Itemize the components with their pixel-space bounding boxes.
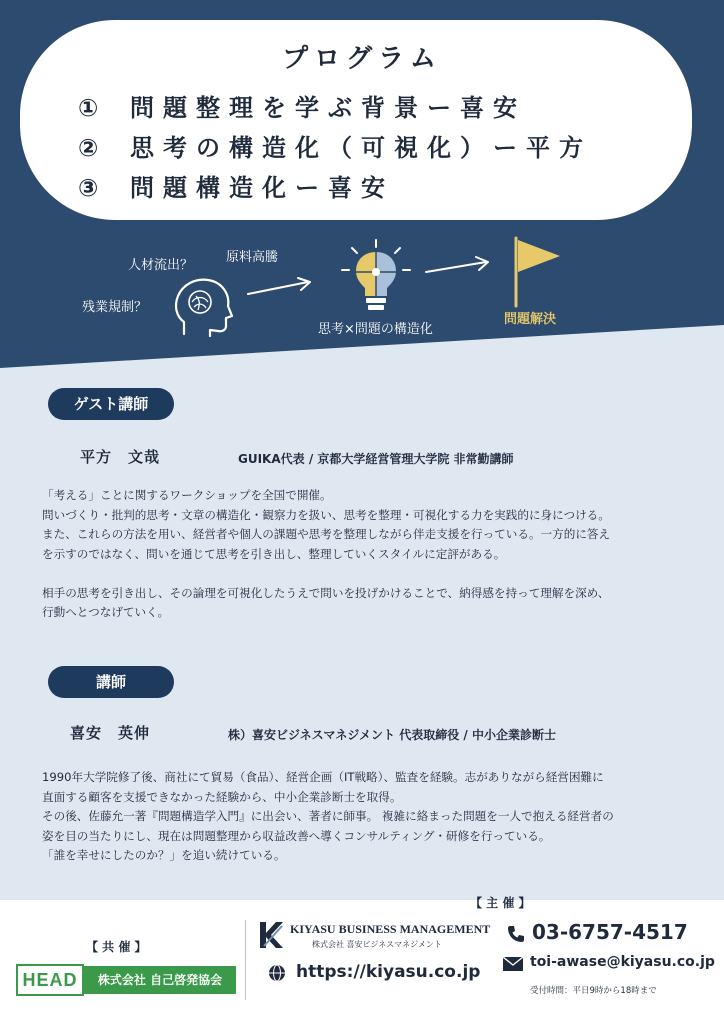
guest-lecturer-badge: ゲスト講師 [48,388,174,420]
program-item-number: ① [78,94,99,122]
bio-line: 「誰を幸せにしたのか？」を追い続けている。 [42,848,286,862]
mail-icon [502,956,524,972]
flow-label-material-cost: 原料高騰 [226,250,279,265]
host-logo-english: KIYASU BUSINESS MANAGEMENT [290,922,491,936]
flag-icon [508,234,564,308]
brain-head-icon [170,272,240,342]
email-address[interactable]: toi-awase@kiyasu.co.jp [530,954,715,970]
program-item-text: 問題整理を学ぶ背景ー喜安 [130,94,526,122]
flow-label-talent-outflow: 人材流出？ [128,258,194,273]
reception-hours: 受付時間：平日9時から18時まで [530,986,657,996]
program-item-3 [78,168,394,203]
phone-icon [506,924,526,944]
host-logo-mark [256,920,286,950]
footer-divider [245,920,246,1000]
bio-line: また、これらの方法を用い、経営者や個人の課題や思考を整理しながら伴走支援を行っている。一方的に答え [42,527,611,541]
lecturer-badge: 講師 [48,666,174,698]
cohost-logo: HEAD [16,964,84,996]
program-item-number: ② [78,134,99,162]
program-item-text: 問題構造化ー喜安 [130,174,394,202]
host-logo-japanese: 株式会社 喜安ビジネスマネジメント [312,940,442,949]
flow-label-overtime-regulation: 残業規制？ [82,300,148,315]
cohost-name: 株式会社 自己啓発協会 [84,966,236,994]
bio-line: を示すのではなく、問いを通じて思考を引き出し、整理していくスタイルに定評がある。 [42,546,506,561]
host-label: 【 主 催 】 [470,896,531,910]
bio-line: 相手の思考を引き出し、その論理を可視化したうえで問いを投げかけることで、納得感を持って理解を深め、 [42,585,610,600]
program-item-1 [78,88,526,123]
guest-lecturer-affiliation: GUIKA代表 / 京都大学経営管理大学院 非常勤講師 [238,452,514,466]
guest-lecturer-bio [42,486,702,623]
bio-line [42,564,702,584]
arrow-icon [424,254,494,276]
guest-lecturer-name: 平方 文哉 [80,448,161,466]
bio-line: 「考える」ことに関するワークショップを全国で開催。 [42,488,332,502]
lecturer-name: 喜安 英伸 [70,724,151,742]
bio-line: 直面する顧客を支援できなかった経験から、中小企業診断士を取得。 [42,789,402,804]
lecturer-affiliation: 株）喜安ビジネスマネジメント 代表取締役 / 中小企業診断士 [228,728,556,742]
flow-label-problem-solving: 問題解決 [504,312,557,327]
bio-line: 1990年大学院修了後、商社にて貿易（食品）、経営企画（IT戦略）、監査を経験。志がありながら経営困難に [42,770,604,784]
flow-label-structuring: 思考×問題の構造化 [318,322,433,337]
website-link[interactable]: https://kiyasu.co.jp [296,962,481,982]
arrow-icon [246,276,316,298]
program-title: プログラム [282,44,442,74]
lightbulb-puzzle-icon [338,238,414,318]
bio-line: その後、佐藤允一著『問題構造学入門』に出会い、著者に師事。 複雑に絡まった問題を一人で抱える経営者の [42,809,614,823]
bio-line: 姿を目の当たりにし、現在は問題整理から収益改善へ導くコンサルティング・研修を行っている。 [42,828,551,843]
program-item-2 [78,128,592,163]
program-item-number: ③ [78,174,99,202]
bio-line: 問いづくり・批判的思考・文章の構造化・観察力を扱い、思考を整理・可視化する力を実践的に身につける。 [42,507,610,522]
globe-icon [268,964,286,982]
lecturer-bio [42,768,702,866]
cohost-label: 【 共 催 】 [86,940,147,954]
bio-line: 行動へとつなげていく。 [42,605,170,619]
program-item-text: 思考の構造化（可視化）ー平方 [130,134,592,162]
phone-number[interactable]: 03-6757-4517 [532,920,688,944]
